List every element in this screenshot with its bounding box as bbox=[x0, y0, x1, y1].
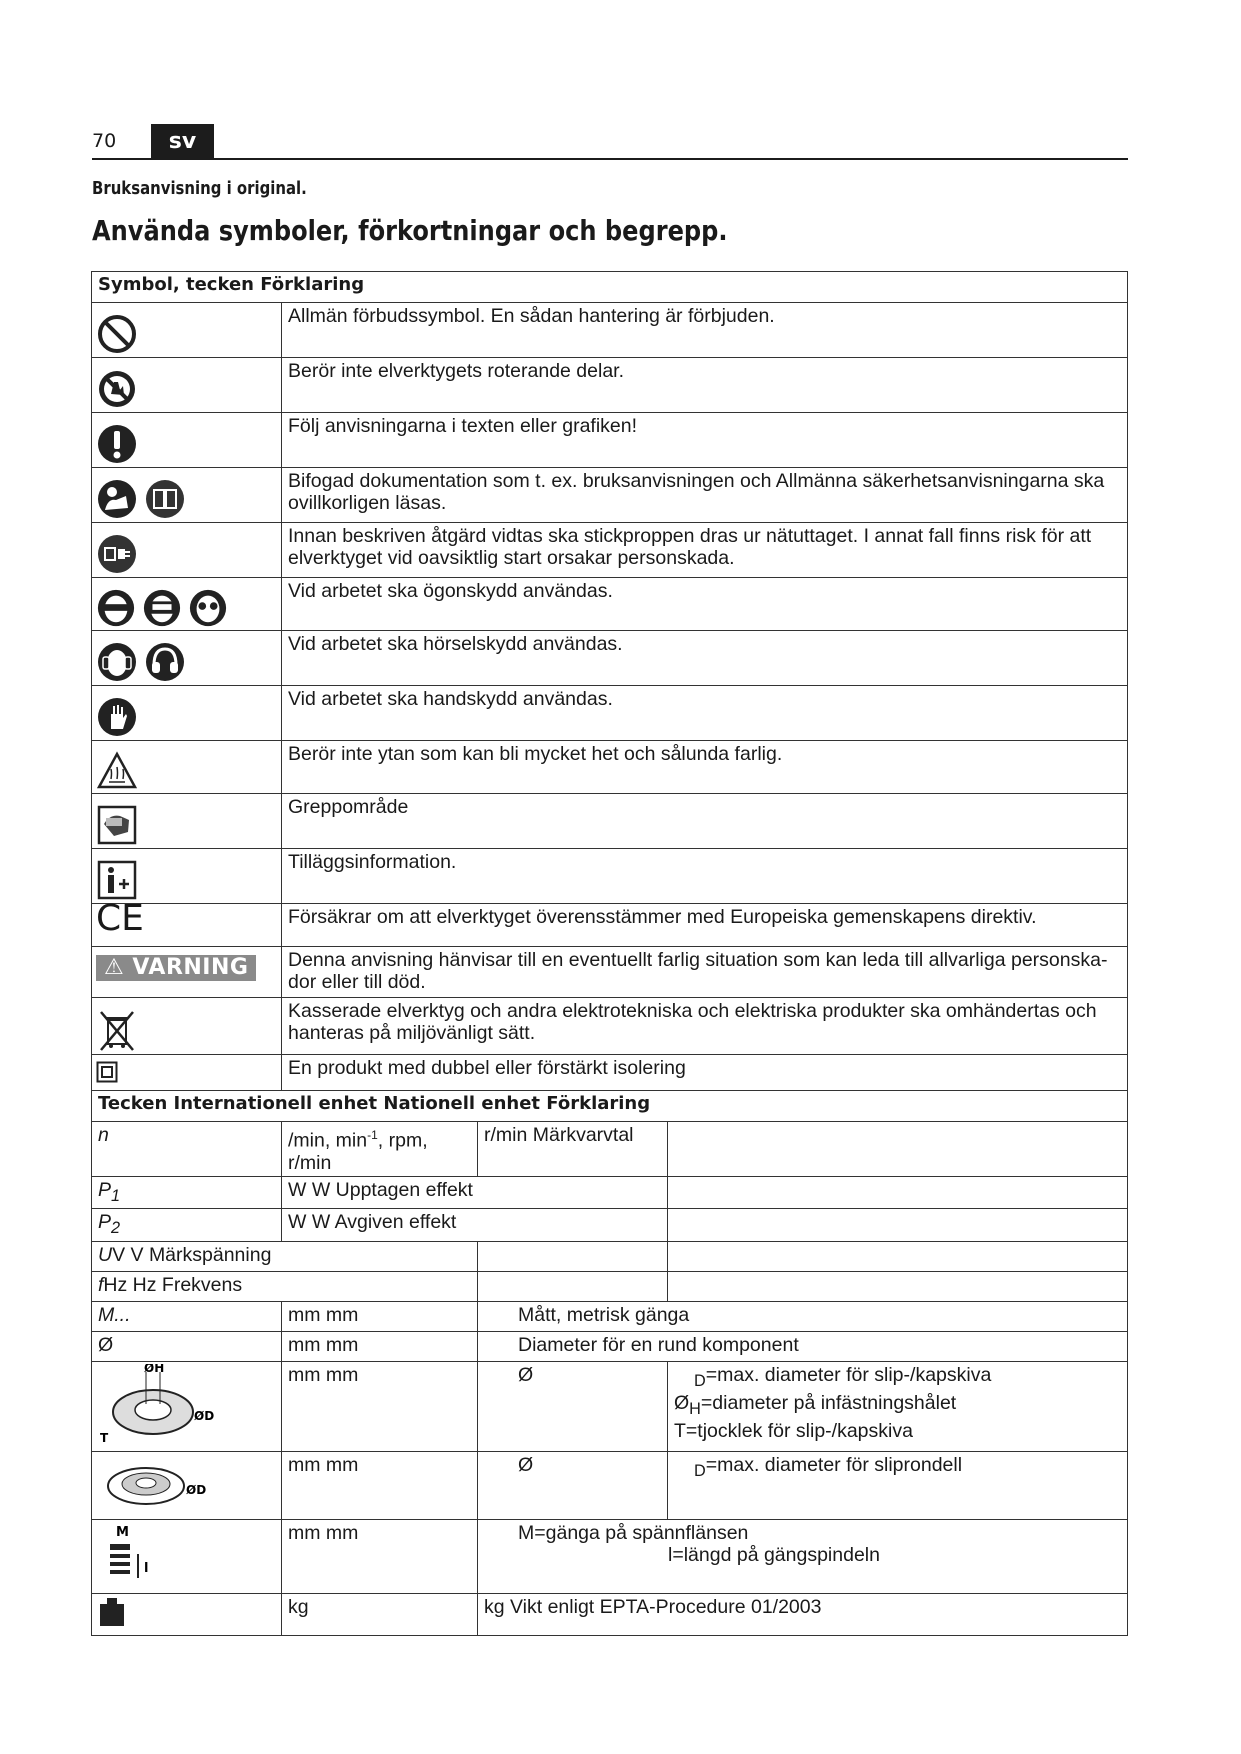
od-label: ØD bbox=[186, 1483, 207, 1498]
nat-cell bbox=[478, 1272, 668, 1302]
line1: =max. diameter för sliprondell bbox=[705, 1454, 963, 1477]
symbols-table-header bbox=[92, 272, 1128, 303]
ear-muffs-icon bbox=[144, 641, 186, 683]
line2-sub: H bbox=[689, 1400, 701, 1419]
desc-cell: Diameter för en rund komponent bbox=[478, 1332, 1128, 1362]
row-text: Vid arbetet ska handskydd användas. bbox=[282, 686, 1128, 741]
sign-cell: n bbox=[92, 1122, 282, 1177]
subtitle: Bruksanvisning i original. bbox=[92, 178, 307, 199]
table-row bbox=[92, 631, 1128, 686]
desc-cell bbox=[668, 1362, 1128, 1452]
row-rest: V V Märkspänning bbox=[112, 1244, 272, 1267]
row-text: Greppområde bbox=[282, 794, 1128, 849]
intl-cell: mm mm bbox=[282, 1520, 478, 1594]
row-text: Bifogad dokumentation som t. ex. bruksanvisningen och Allmänna säkerhetsanvisningarna ska ovillkorligen läsas. bbox=[282, 468, 1128, 523]
exclamation-icon bbox=[96, 423, 138, 465]
row-text: Allmän förbudssymbol. En sådan hantering är förbjuden. bbox=[282, 303, 1128, 358]
row-text: Tilläggsinformation. bbox=[282, 849, 1128, 904]
page-title: Använda symboler, förkortningar och begrepp. bbox=[92, 214, 728, 247]
intl-cell: kg bbox=[282, 1594, 478, 1636]
intl-sup: -1 bbox=[367, 1128, 378, 1142]
row-text: Kasserade elverktyg och andra elektrotekniska och elektriska produkter ska omhändertas och hanteras på miljövänligt sätt. bbox=[282, 998, 1128, 1055]
t-label: T bbox=[100, 1431, 109, 1445]
row-rest: Hz Hz Frekvens bbox=[103, 1274, 243, 1297]
table-row bbox=[92, 1520, 1128, 1594]
row-text: Vid arbetet ska ögonskydd användas. bbox=[282, 578, 1128, 631]
sign-text: U bbox=[98, 1244, 113, 1267]
intl-cell: W W Upptagen effekt bbox=[282, 1176, 668, 1209]
table-row bbox=[92, 1272, 1128, 1302]
table-row bbox=[92, 1242, 1128, 1272]
sign-cell bbox=[92, 1176, 282, 1209]
table-row bbox=[92, 849, 1128, 904]
desc-line-2: l=längd på gängspindeln bbox=[668, 1544, 880, 1567]
spindle-thread-diagram-icon bbox=[98, 1522, 178, 1586]
sign-cell bbox=[92, 1452, 282, 1520]
units-table bbox=[91, 1090, 1128, 1636]
table-row bbox=[92, 741, 1128, 794]
desc-cell: Mått, metrisk gänga bbox=[478, 1302, 1128, 1332]
unplug-icon bbox=[96, 533, 138, 575]
symbols-table bbox=[91, 271, 1128, 1091]
eye-protection-icon bbox=[96, 588, 136, 628]
warning-label-icon: ⚠ VARNING bbox=[96, 955, 256, 981]
table-row bbox=[92, 686, 1128, 741]
glove-icon bbox=[96, 696, 138, 738]
prohibition-icon bbox=[96, 313, 138, 355]
sign-sub: 1 bbox=[111, 1186, 121, 1205]
table-row bbox=[92, 1122, 1128, 1177]
intl-cell: W W Avgiven effekt bbox=[282, 1209, 668, 1242]
do-not-touch-rotating-icon bbox=[96, 368, 138, 410]
nat-cell: Ø bbox=[478, 1362, 668, 1452]
table-row bbox=[92, 1452, 1128, 1520]
sign-cell bbox=[92, 1362, 282, 1452]
table-row bbox=[92, 358, 1128, 413]
sign-cell bbox=[92, 1594, 282, 1636]
m-label: M bbox=[116, 1525, 129, 1541]
desc-cell bbox=[668, 1452, 1128, 1520]
page-number: 70 bbox=[92, 130, 117, 152]
table-row bbox=[92, 523, 1128, 578]
symbols-header-text: Symbol, tecken Förklaring bbox=[92, 272, 1128, 303]
row-text: Berör inte ytan som kan bli mycket het och sålunda farlig. bbox=[282, 741, 1128, 794]
sign-text: P bbox=[98, 1211, 112, 1234]
row-text: Följ anvisningarna i texten eller grafiken! bbox=[282, 413, 1128, 468]
nat-cell: r/min Märkvarvtal bbox=[478, 1122, 668, 1177]
oh-label: ØH bbox=[144, 1364, 165, 1376]
units-table-header bbox=[92, 1091, 1128, 1122]
sign-cell bbox=[92, 1520, 282, 1594]
desc-line-3: T=tjocklek för slip-/kapskiva bbox=[674, 1420, 913, 1443]
row-text: Berör inte elverktygets roterande delar. bbox=[282, 358, 1128, 413]
row-text: Vid arbetet ska hörselskydd användas. bbox=[282, 631, 1128, 686]
double-insulation-icon bbox=[96, 1061, 118, 1083]
sign-cell: Ø bbox=[92, 1332, 282, 1362]
weight-icon bbox=[98, 1596, 126, 1628]
desc-cell bbox=[478, 1520, 1128, 1594]
header-rule bbox=[92, 158, 1128, 160]
intl-cell: mm mm bbox=[282, 1452, 478, 1520]
table-row bbox=[92, 1594, 1128, 1636]
grip-area-icon bbox=[96, 804, 138, 846]
sub-d: D bbox=[694, 1462, 706, 1481]
table-row bbox=[92, 468, 1128, 523]
sign-text: P bbox=[98, 1178, 112, 1201]
table-row bbox=[92, 303, 1128, 358]
line2-sym: Ø bbox=[674, 1392, 690, 1415]
table-row bbox=[92, 998, 1128, 1055]
table-row bbox=[92, 578, 1128, 631]
sign-text: f bbox=[98, 1274, 104, 1297]
row-text: Innan beskriven åtgärd vidtas ska stickproppen dras ur nätuttaget. I annat fall finns risk för att elverktyget vid oavsiktlig start orsakar personskada. bbox=[282, 523, 1128, 578]
goggles-icon bbox=[188, 588, 228, 628]
line2: =diameter på infästningshålet bbox=[700, 1392, 957, 1415]
ear-protection-icon bbox=[96, 641, 138, 683]
table-row bbox=[92, 1209, 1128, 1242]
nat-cell bbox=[478, 1242, 668, 1272]
table-row bbox=[92, 904, 1128, 947]
table-row bbox=[92, 794, 1128, 849]
sign-cell bbox=[92, 1272, 478, 1302]
sign-cell bbox=[92, 1242, 478, 1272]
desc-cell bbox=[668, 1209, 1128, 1242]
intl-text: /min, min bbox=[288, 1129, 368, 1152]
sanding-pad-diagram-icon bbox=[98, 1454, 218, 1512]
desc-cell bbox=[668, 1176, 1128, 1209]
desc-cell bbox=[668, 1242, 1128, 1272]
table-row bbox=[92, 1302, 1128, 1332]
manual-book-icon bbox=[144, 478, 186, 520]
table-row bbox=[92, 947, 1128, 998]
desc-line-1 bbox=[674, 1364, 1121, 1392]
table-row bbox=[92, 1176, 1128, 1209]
sub-d: D bbox=[694, 1372, 706, 1391]
cutting-disc-diagram-icon bbox=[98, 1364, 218, 1444]
table-row bbox=[92, 1055, 1128, 1091]
intl-cell: mm mm bbox=[282, 1302, 478, 1332]
row-text: Denna anvisning hänvisar till en eventuellt farlig situation som kan leda till allvarliga personska-dor eller till död. bbox=[282, 947, 1128, 998]
table-row bbox=[92, 1332, 1128, 1362]
line1: =max. diameter för slip-/kapskiva bbox=[705, 1364, 992, 1387]
nat-cell: kg Vikt enligt EPTA-Procedure 01/2003 bbox=[478, 1594, 1128, 1636]
sign-sub: 2 bbox=[111, 1219, 121, 1238]
language-badge: sv bbox=[151, 124, 214, 158]
weee-bin-icon bbox=[96, 1008, 138, 1052]
od-label: ØD bbox=[194, 1409, 215, 1424]
sign-cell: M... bbox=[92, 1302, 282, 1332]
l-label: l bbox=[144, 1561, 149, 1577]
warning-label-text: VARNING bbox=[132, 955, 249, 980]
intl-cell bbox=[282, 1122, 478, 1177]
info-plus-icon bbox=[96, 859, 138, 901]
intl-cont: , rpm, r/min bbox=[288, 1129, 428, 1174]
desc-cell bbox=[668, 1272, 1128, 1302]
row-text: Försäkrar om att elverktyget överensstämmer med Europeiska gemenskapens direktiv. bbox=[282, 904, 1128, 947]
intl-cell: mm mm bbox=[282, 1362, 478, 1452]
sign-cell bbox=[92, 1209, 282, 1242]
desc-line-2 bbox=[674, 1392, 1121, 1420]
row-text: En produkt med dubbel eller förstärkt isolering bbox=[282, 1055, 1128, 1091]
hot-surface-icon bbox=[96, 751, 138, 791]
desc-line-1: M=gänga på spännflänsen bbox=[518, 1522, 749, 1545]
face-shield-icon bbox=[142, 588, 182, 628]
units-header-text: Tecken Internationell enhet Nationell enhet Förklaring bbox=[92, 1091, 1128, 1122]
nat-cell: Ø bbox=[478, 1452, 668, 1520]
desc-cell bbox=[668, 1122, 1128, 1177]
table-row bbox=[92, 413, 1128, 468]
intl-cell: mm mm bbox=[282, 1332, 478, 1362]
read-manual-icon bbox=[96, 478, 138, 520]
table-row bbox=[92, 1362, 1128, 1452]
ce-mark-icon: CE bbox=[96, 898, 144, 939]
